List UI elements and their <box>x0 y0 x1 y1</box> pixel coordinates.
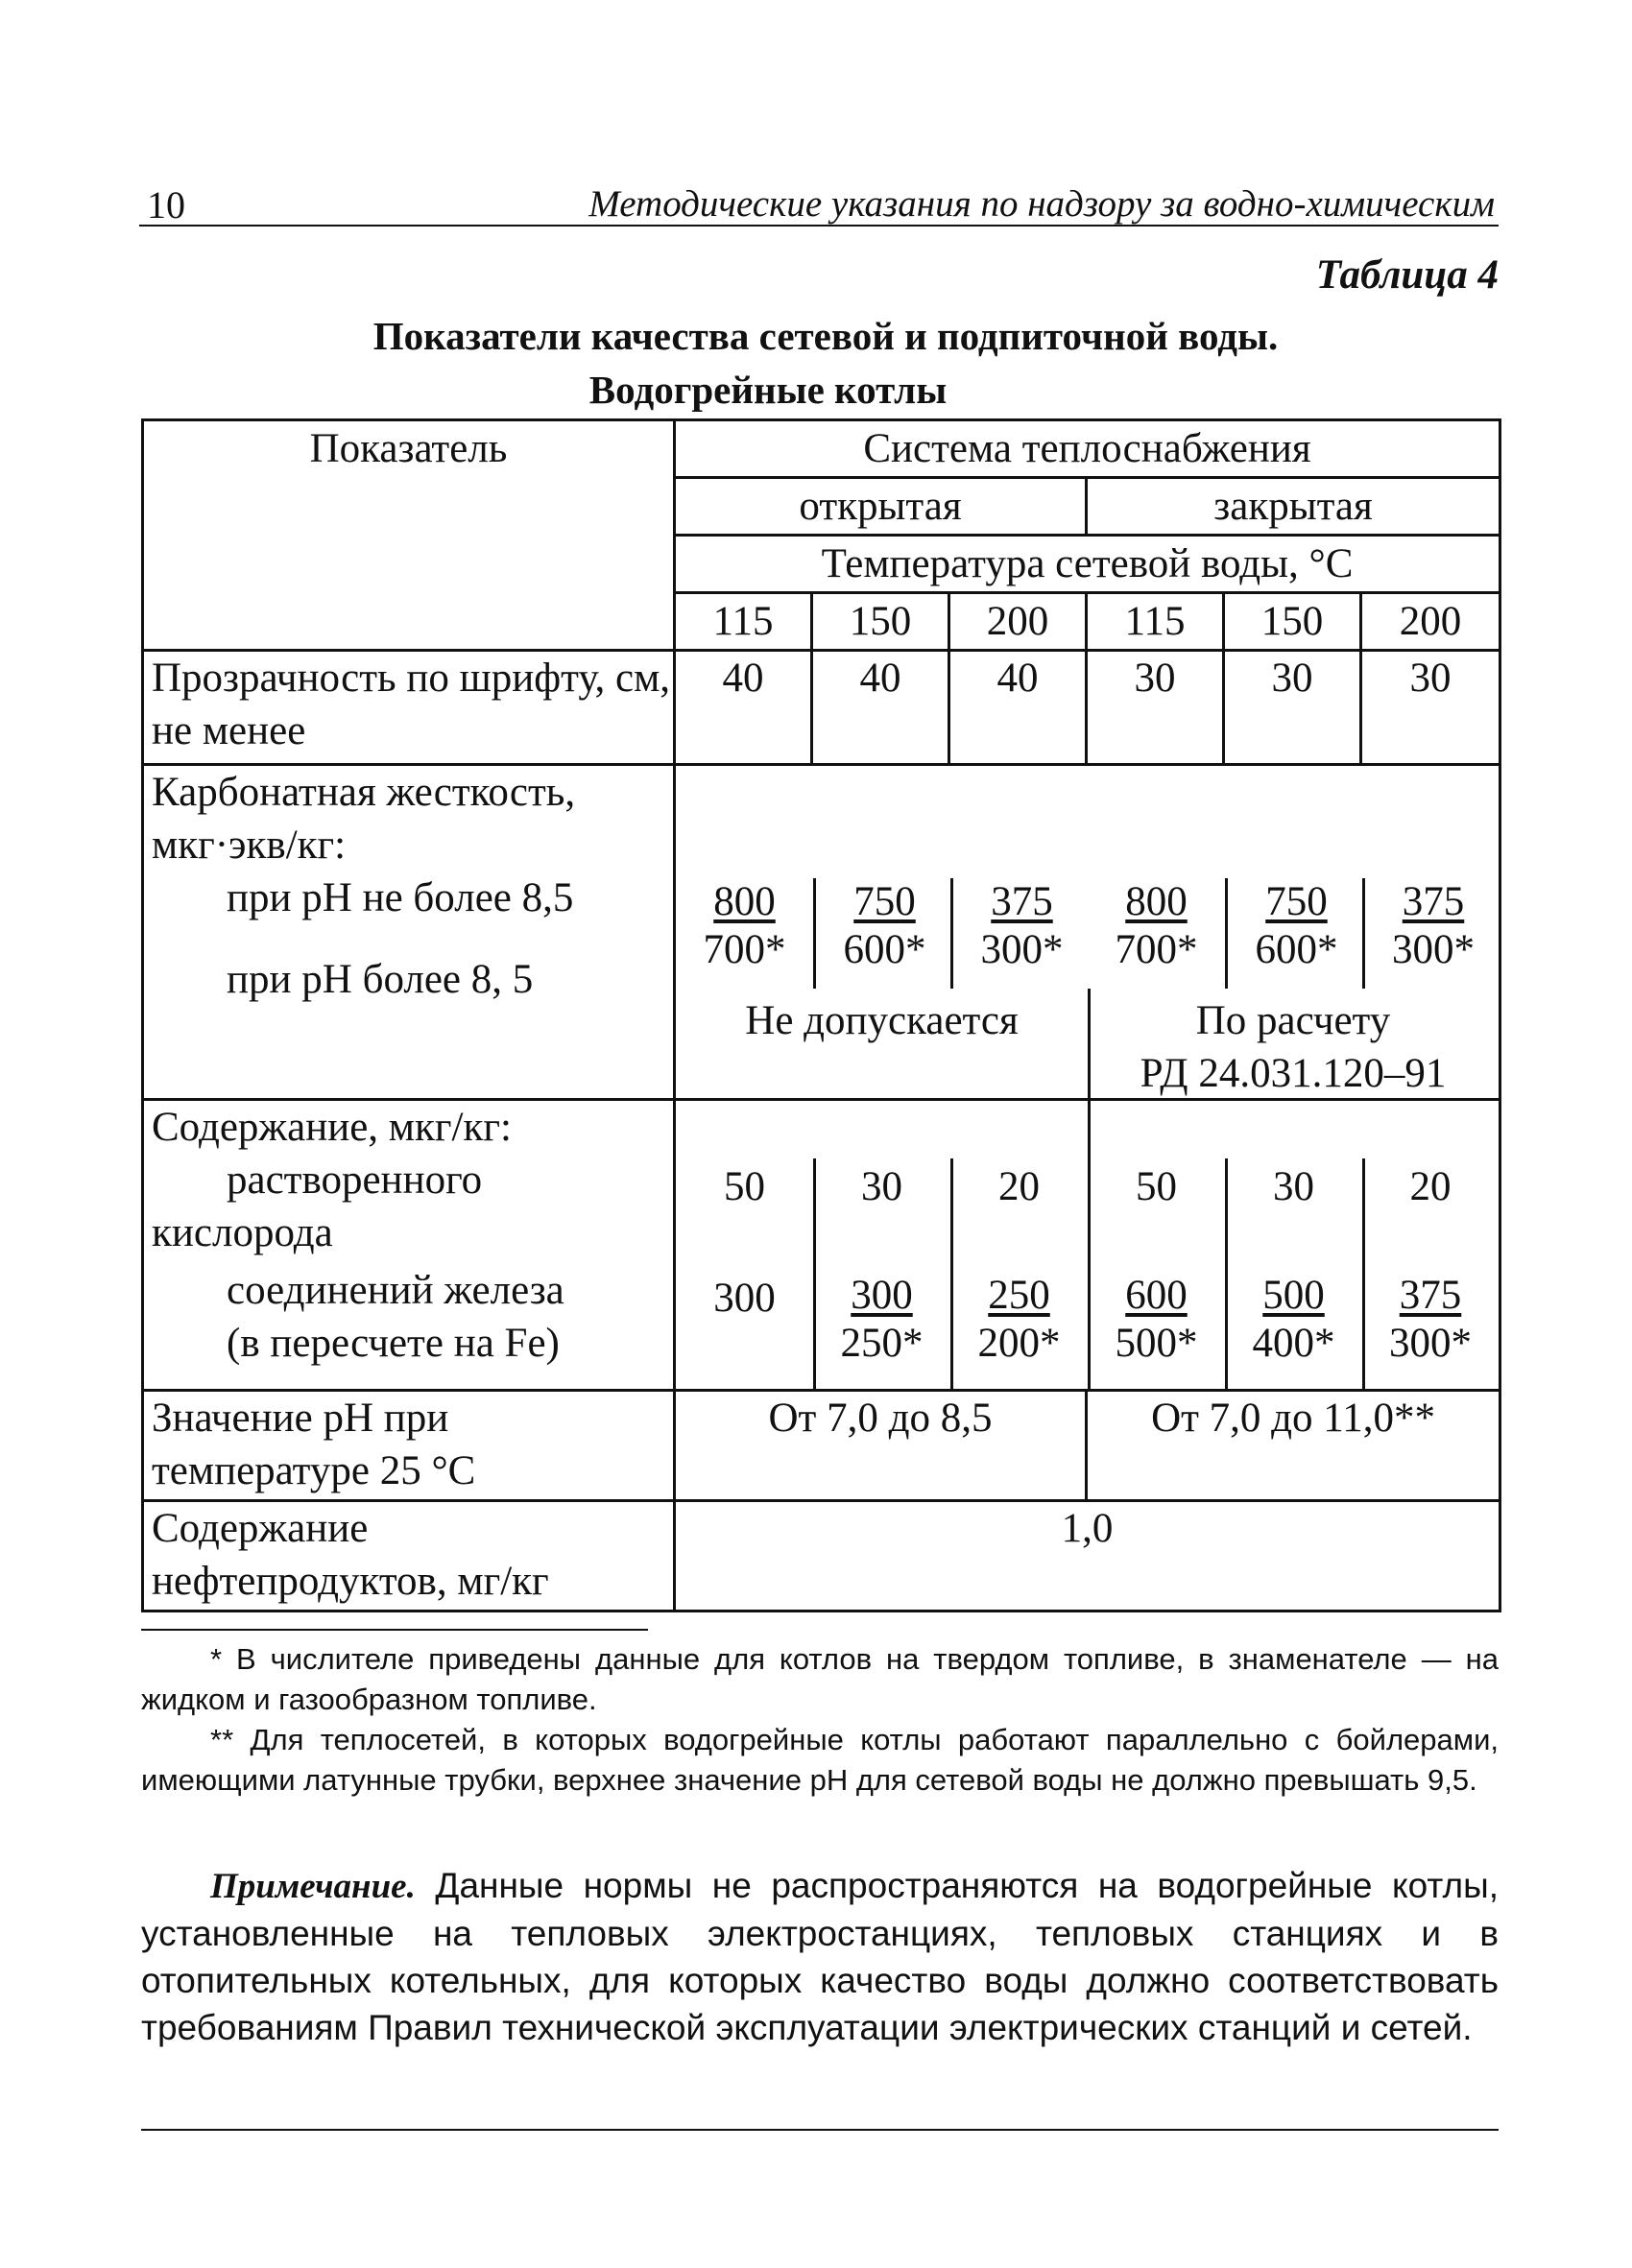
carbonate-sub2-label: при pH более 8, 5 <box>227 957 534 1002</box>
value-cell: 30 <box>1224 651 1361 765</box>
value-cell: 30 <box>861 1164 902 1209</box>
temp-cell: 200 <box>949 593 1087 651</box>
value-cell: 40 <box>949 651 1087 765</box>
carbonate-closed-text: По расчету РД 24.031.120–91 <box>1140 998 1447 1096</box>
table-title-line1: Показатели качества сетевой и подпиточной воды. <box>372 314 1279 358</box>
content-label: Содержание, мкг/кг: <box>152 1105 512 1150</box>
closed-header: закрытая <box>1087 478 1500 536</box>
value-cell: 30 <box>1087 651 1224 765</box>
value-cell: 300 <box>713 1276 776 1321</box>
row-label-transparency: Прозрачность по шрифту, см, не менее <box>143 651 675 765</box>
bottom-divider <box>141 2129 1499 2131</box>
fraction-cell: $\frac{800}{700*}$ <box>703 879 786 972</box>
fraction-cell: $\frac{500}{400*}$ <box>1252 1273 1335 1366</box>
table-row <box>143 1391 1500 1501</box>
carbonate-label: Карбонатная жесткость, мкг·экв/кг: <box>152 770 576 868</box>
fraction-cell: $\frac{250}{200*}$ <box>977 1273 1061 1366</box>
footnotes <box>141 1639 1499 1801</box>
carbonate-open-text: Не допускается <box>745 998 1019 1043</box>
open-header: открытая <box>675 478 1087 536</box>
value-cell: 50 <box>1136 1164 1177 1209</box>
temp-cell: 115 <box>675 593 812 651</box>
fraction-cell: $\frac{375}{300*}$ <box>1389 1273 1472 1366</box>
oxygen-label: растворенного кислорода <box>152 1158 483 1255</box>
value-cell: 50 <box>724 1164 765 1209</box>
carbonate-values <box>675 765 1500 1100</box>
footnote-2: ** Для теплосетей, в которых водогрейные котлы работают параллельно с бойлерами, имеющими латунные трубки, верхнее значение pH для сетевой воды не должно превышать 9,5. <box>141 1723 1499 1797</box>
page-number: 10 <box>147 183 185 227</box>
row-label-ph: Значение pH при температуре 25 °С <box>143 1391 675 1501</box>
temperature-header: Температура сетевой воды, °С <box>675 536 1500 593</box>
value-cell: 30 <box>1273 1164 1314 1209</box>
fraction-cell: $\frac{750}{600*}$ <box>813 878 953 989</box>
temp-cell: 150 <box>1224 593 1361 651</box>
iron-label-line1: соединений железа <box>227 1268 564 1313</box>
carbonate-sub1-label: при pH не более 8,5 <box>227 875 574 920</box>
fraction-cell: $\frac{300}{250*}$ <box>840 1273 924 1366</box>
quality-table <box>141 418 1501 1612</box>
table-row <box>143 1100 1500 1391</box>
content-values <box>675 1100 1500 1391</box>
footnote-1: * В числителе приведены данные для котлов на твердом топливе, в знаменателе — на жидком и газообразном топливе. <box>141 1642 1499 1716</box>
temp-cell: 150 <box>812 593 949 651</box>
fraction-cell: $\frac{375}{300*}$ <box>950 878 1091 989</box>
fraction-cell: $\frac{750}{600*}$ <box>1225 878 1365 989</box>
iron-label-line2: (в пересчете на Fe) <box>227 1321 560 1366</box>
running-title: Методические указания по надзору за водно-химическим <box>588 183 1495 225</box>
col-indicator-header: Показатель <box>143 420 675 651</box>
value-cell: 30 <box>1361 651 1500 765</box>
page-header <box>139 179 1499 227</box>
note-label: Примечание. <box>210 1867 416 1906</box>
table-row <box>143 765 1500 1100</box>
row-label-carbonate <box>143 765 675 1100</box>
value-cell: 40 <box>812 651 949 765</box>
row-label-content <box>143 1100 675 1391</box>
footnote-divider <box>141 1629 648 1631</box>
temp-cell: 115 <box>1087 593 1224 651</box>
value-cell: 20 <box>998 1164 1040 1209</box>
table-row <box>143 1501 1500 1611</box>
table-row <box>143 651 1500 765</box>
row-label-oil: Содержание нефтепродуктов, мг/кг <box>143 1501 675 1611</box>
fraction-cell: $\frac{800}{700*}$ <box>1115 879 1198 972</box>
fraction-cell: $\frac{375}{300*}$ <box>1362 878 1501 989</box>
note-text: Данные нормы не распространяются на водогрейные котлы, установленные на тепловых электростанциях, тепловых станциях и в отопительных котельных, для которых качество воды должно соответствовать требованиям Правил технической эксплуатации электрических станций и сетей. <box>141 1866 1499 2047</box>
ph-closed: От 7,0 до 11,0** <box>1087 1391 1500 1501</box>
fraction-cell: $\frac{600}{500*}$ <box>1115 1273 1198 1366</box>
value-cell: 20 <box>1409 1164 1452 1209</box>
table-label: Таблица 4 <box>1315 252 1499 298</box>
value-cell: 40 <box>675 651 812 765</box>
ph-open: От 7,0 до 8,5 <box>675 1391 1087 1501</box>
note-paragraph <box>141 1862 1499 2051</box>
table-title-line2: Водогрейные котлы <box>588 368 948 412</box>
system-header: Система теплоснабжения <box>675 420 1500 478</box>
oil-value: 1,0 <box>675 1501 1500 1611</box>
temp-cell: 200 <box>1361 593 1500 651</box>
